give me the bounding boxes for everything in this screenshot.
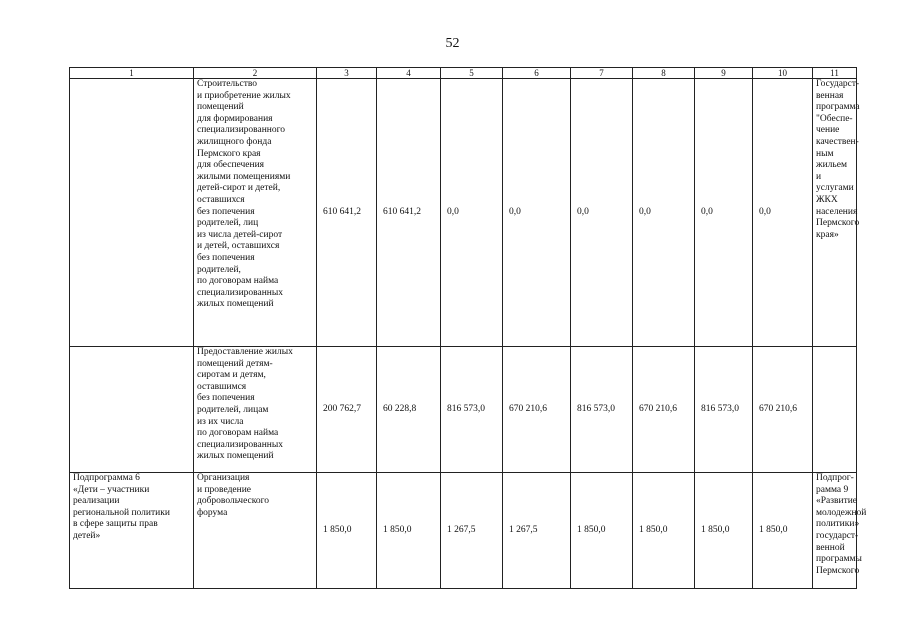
value-cell: 1 267,5 (503, 473, 571, 589)
value-cell: 1 267,5 (441, 473, 503, 589)
table-row (70, 79, 857, 347)
value-cell: 1 850,0 (695, 473, 753, 589)
value-cell: 816 573,0 (441, 347, 503, 473)
value-cell: 610 641,2 (377, 79, 441, 347)
value-cell: 0,0 (503, 79, 571, 347)
value-cell: 670 210,6 (633, 347, 695, 473)
value-cell: 816 573,0 (695, 347, 753, 473)
activity-cell: Строительство и приобретение жилых помещений для формирования специализированного жилищного фонда Пермского края для обеспечения жилыми помещениями детей-сирот и детей, оставшихся без попечения родителей, лиц из числа детей-сирот и детей, оставшихся без попечения родителей, по договорам найма специализированных жилых помещений (194, 79, 317, 347)
value-cell: 1 850,0 (753, 473, 813, 589)
value-cell: 610 641,2 (317, 79, 377, 347)
value-cell: 670 210,6 (503, 347, 571, 473)
header-cell: 10 (753, 68, 813, 79)
header-cell: 8 (633, 68, 695, 79)
value-cell: 1 850,0 (317, 473, 377, 589)
header-cell: 1 (70, 68, 194, 79)
value-cell: 0,0 (753, 79, 813, 347)
header-cell: 9 (695, 68, 753, 79)
header-cell: 7 (571, 68, 633, 79)
value-cell: 60 228,8 (377, 347, 441, 473)
page-number: 52 (445, 36, 460, 51)
value-cell: 670 210,6 (753, 347, 813, 473)
budget-table (69, 67, 867, 589)
header-cell: 11 (813, 68, 857, 79)
table-row (70, 473, 857, 589)
activity-cell: Предоставление жилых помещений детям- сиротам и детям, оставшимся без попечения родителей, лицам из их числа по договорам найма специализированных жилых помещений (194, 347, 317, 473)
header-cell: 6 (503, 68, 571, 79)
value-cell: 0,0 (633, 79, 695, 347)
source-program-cell (813, 347, 857, 473)
value-cell: 0,0 (695, 79, 753, 347)
program-cell (70, 347, 194, 473)
table-row (70, 347, 857, 473)
value-cell: 0,0 (571, 79, 633, 347)
header-cell: 2 (194, 68, 317, 79)
value-cell: 1 850,0 (377, 473, 441, 589)
program-cell (70, 79, 194, 347)
value-cell: 816 573,0 (571, 347, 633, 473)
value-cell: 1 850,0 (571, 473, 633, 589)
header-cell: 3 (317, 68, 377, 79)
activity-cell: Организация и проведение добровольческого форума (194, 473, 317, 589)
value-cell: 0,0 (441, 79, 503, 347)
header-row (70, 68, 857, 79)
program-cell: Подпрограмма 6 «Дети – участники реализации региональной политики в сфере защиты прав детей» (70, 473, 194, 589)
source-program-cell: Подпрог- рамма 9 «Развитие молодежной политики» государст- венной программы Пермского (813, 473, 857, 589)
header-cell: 4 (377, 68, 441, 79)
value-cell: 200 762,7 (317, 347, 377, 473)
header-cell: 5 (441, 68, 503, 79)
source-program-cell: Государст- венная программа "Обеспе- чение качествен- ным жильем и услугами ЖКХ населения Пермского края» (813, 79, 857, 347)
value-cell: 1 850,0 (633, 473, 695, 589)
